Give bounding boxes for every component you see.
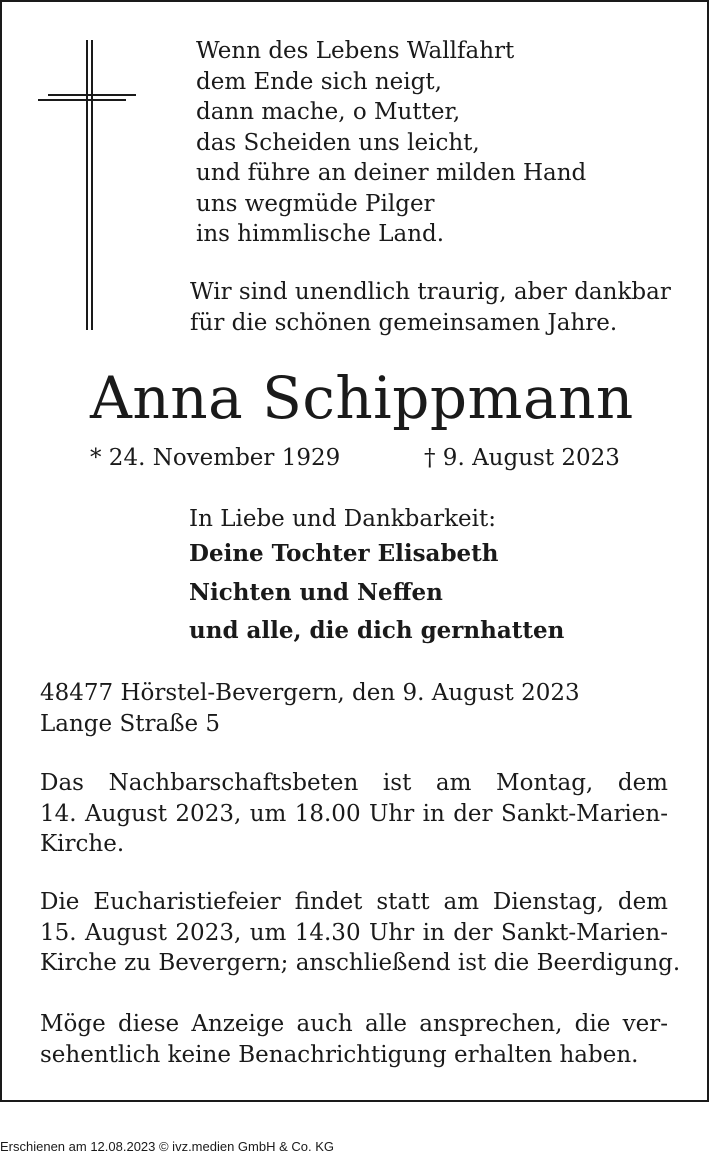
poem-line: ins himmlische Land. <box>196 221 445 247</box>
grief-line: Wir sind unendlich traurig, aber dankbar <box>190 279 671 305</box>
poem-line: das Scheiden uns leicht, <box>196 129 480 156</box>
cross-icon <box>38 40 136 330</box>
paragraph-line: Die Eucharistiefeier findet statt am Dienstag, dem <box>40 889 668 915</box>
paragraph-line: sehentlich keine Benachrichtigung erhalten haben. <box>40 1041 639 1068</box>
mourner-name: und alle, die dich gernhatten <box>189 617 565 644</box>
grief-statement <box>190 277 690 338</box>
paragraph-line: 14. August 2023, um 18.00 Uhr in der Sankt-Marien- <box>40 800 668 827</box>
poem <box>196 36 676 250</box>
deceased-name: Anna Schippmann <box>90 364 634 432</box>
paragraph-line: Kirche zu Bevergern; anschließend ist die Beerdigung. <box>40 950 681 976</box>
grief-line: für die schönen gemeinsamen Jahre. <box>190 309 618 336</box>
birth-date: * 24. November 1929 <box>90 445 341 471</box>
address <box>40 678 580 739</box>
mourner-name: Deine Tochter Elisabeth <box>189 540 499 567</box>
poem-line: und führe an deiner milden Hand <box>196 160 587 186</box>
closing-notice <box>40 1009 668 1070</box>
death-date: † 9. August 2023 <box>424 445 620 471</box>
poem-line: uns wegmüde Pilger <box>196 190 435 217</box>
poem-line: dem Ende sich neigt, <box>196 68 442 95</box>
mourners <box>189 503 564 651</box>
paragraph-line: 15. August 2023, um 14.30 Uhr in der Sankt-Marien- <box>40 919 668 946</box>
poem-line: Wenn des Lebens Wallfahrt <box>196 38 515 64</box>
paragraph-line: Kirche. <box>40 831 125 857</box>
mourners-intro: In Liebe und Dankbarkeit: <box>189 506 496 532</box>
poem-line: dann mache, o Mutter, <box>196 99 461 125</box>
place-date: 48477 Hörstel-Bevergern, den 9. August 2023 <box>40 680 580 706</box>
paragraph-line: Möge diese Anzeige auch alle ansprechen, die ver- <box>40 1011 668 1037</box>
publication-footer: Erschienen am 12.08.2023 © ivz.medien GmbH & Co. KG <box>0 1139 335 1154</box>
prayer-notice <box>40 768 668 860</box>
paragraph-line: Das Nachbarschaftsbeten ist am Montag, dem <box>40 770 668 796</box>
mourner-name: Nichten und Neffen <box>189 578 443 606</box>
service-notice <box>40 887 681 979</box>
street: Lange Straße 5 <box>40 710 221 737</box>
